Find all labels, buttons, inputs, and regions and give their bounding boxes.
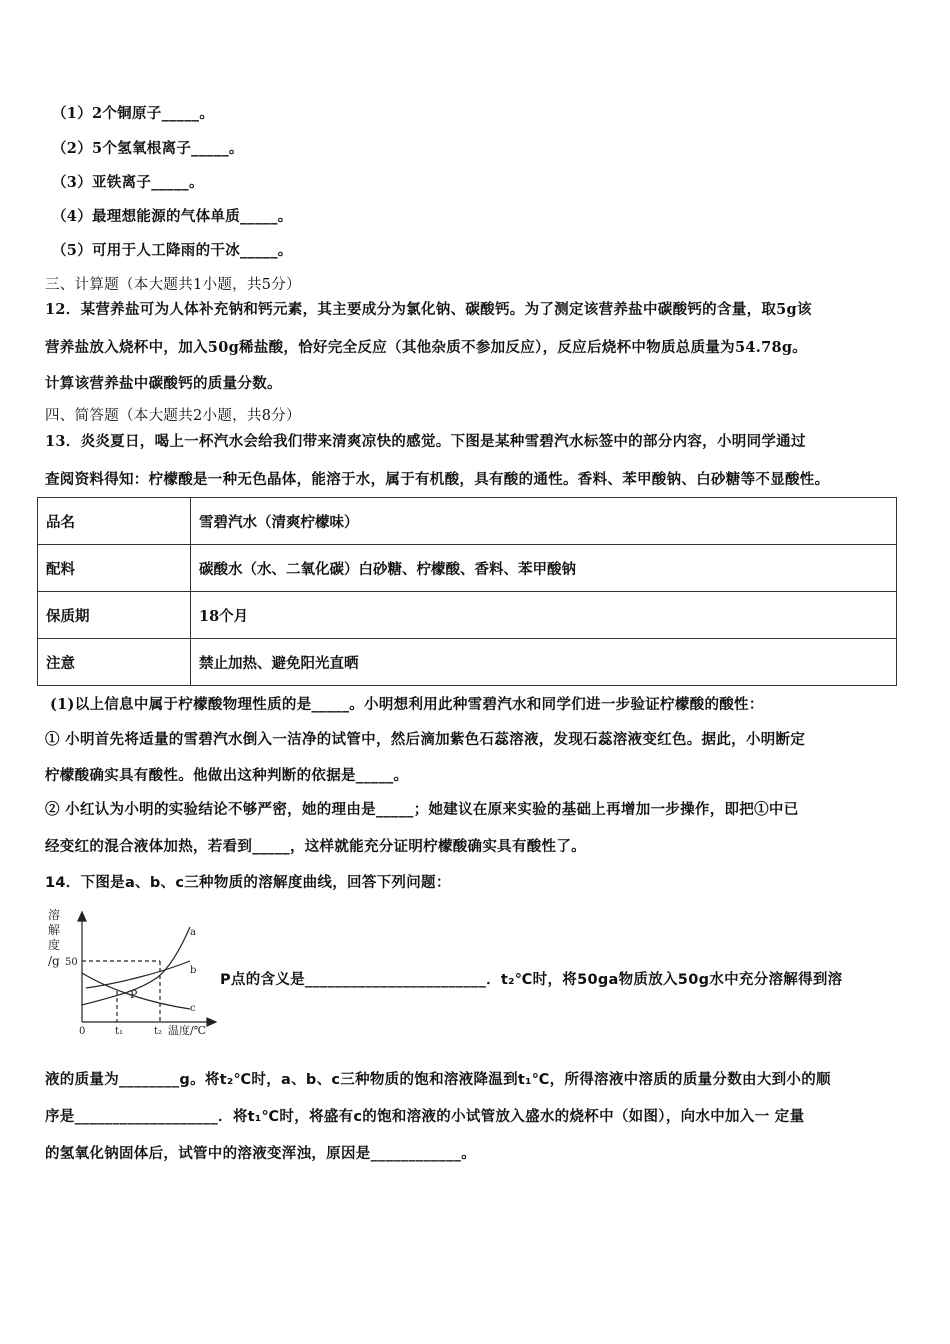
table-row xyxy=(38,545,897,592)
q13-part-1: (1)以上信息中属于柠檬酸物理性质的是_____。小明想利用此种雪碧汽水和同学们进一步验证柠檬酸的酸性： xyxy=(50,696,764,713)
table-row xyxy=(38,592,897,639)
q14-line-2: P点的含义是________________________．t₂℃时，将50ga物质放入50g水中充分溶解得到溶 xyxy=(220,972,843,988)
q14-line-3: 液的质量为________g。将t₂℃时，a、b、c三种物质的饱和溶液降温到t₁℃，所得溶液中溶质的质量分数由大到小的顺 xyxy=(45,1072,831,1088)
q12-line-1: 12．某营养盐可为人体补充钠和钙元素，其主要成分为氯化钠、碳酸钙。为了测定该营养盐中碳酸钙的含量，取5g该 xyxy=(45,301,812,318)
origin-label: 0 xyxy=(79,1026,86,1037)
x-axis-label: 温度/℃ xyxy=(168,1024,207,1037)
t1-label: t₁ xyxy=(115,1026,124,1037)
q12-line-2: 营养盐放入烧杯中，加入50g稀盐酸，恰好完全反应（其他杂质不参加反应），反应后烧杯中物质总质量为54.78g。 xyxy=(45,339,808,356)
y-tick-50: 50 xyxy=(65,957,78,968)
q11-item-2: （2）5个氢氧根离子_____。 xyxy=(52,140,244,157)
table-value: 18个月 xyxy=(191,592,897,639)
q12-line-3: 计算该营养盐中碳酸钙的质量分数。 xyxy=(45,375,282,392)
label-table xyxy=(37,497,897,686)
y-axis-arrow xyxy=(78,912,86,921)
table-value: 禁止加热、避免阳光直晒 xyxy=(191,639,897,686)
section-4-heading: 四、简答题（本大题共2小题，共8分） xyxy=(45,408,301,424)
table-key: 品名 xyxy=(38,498,191,545)
q14-line-5: 的氢氧化钠固体后，试管中的溶液变浑浊，原因是____________。 xyxy=(45,1146,476,1162)
q13-part-3b: 经变红的混合液体加热，若看到_____，这样就能充分证明柠檬酸确实具有酸性了。 xyxy=(45,838,586,855)
x-axis-arrow xyxy=(207,1018,216,1026)
q13-line-1: 13．炎炎夏日，喝上一杯汽水会给我们带来清爽凉快的感觉。下图是某种雪碧汽水标签中的部分内容，小明同学通过 xyxy=(45,433,806,450)
q13-part-2: ① 小明首先将适量的雪碧汽水倒入一洁净的试管中，然后滴加紫色石蕊溶液，发现石蕊溶液变红色。据此，小明断定 xyxy=(45,731,806,748)
y-label-4: /g xyxy=(48,954,60,968)
table-row xyxy=(38,639,897,686)
t2-label: t₂ xyxy=(154,1026,163,1037)
solubility-curve-figure xyxy=(40,905,230,1040)
table-key: 注意 xyxy=(38,639,191,686)
q13-line-2: 查阅资料得知：柠檬酸是一种无色晶体，能溶于水，属于有机酸，具有酸的通性。香料、苯甲酸钠、白砂糖等不显酸性。 xyxy=(45,471,830,488)
curve-c-label: c xyxy=(190,1003,196,1014)
y-label-1: 溶 xyxy=(48,908,61,922)
table-row xyxy=(38,498,897,545)
q13-part-2b: 柠檬酸确实具有酸性。他做出这种判断的依据是_____。 xyxy=(45,767,409,784)
q14-line-4: 序是___________________．将t₁℃时，将盛有c的饱和溶液的小试管放入盛水的烧杯中（如图），向水中加入一 定量 xyxy=(45,1109,805,1125)
q11-item-4: （4）最理想能源的气体单质_____。 xyxy=(52,208,293,225)
section-3-heading: 三、计算题（本大题共1小题，共5分） xyxy=(45,277,301,293)
q11-item-3: （3）亚铁离子_____。 xyxy=(52,174,204,191)
table-value: 雪碧汽水（清爽柠檬味） xyxy=(191,498,897,545)
y-label-2: 解 xyxy=(48,923,61,937)
point-p-label: P xyxy=(130,988,138,1001)
table-key: 配料 xyxy=(38,545,191,592)
q11-item-1: （1）2个铜原子_____。 xyxy=(52,105,215,122)
q13-part-3: ② 小红认为小明的实验结论不够严密，她的理由是_____；她建议在原来实验的基础上再增加一步操作，即把①中已 xyxy=(45,801,799,818)
q14-line-1: 14．下图是a、b、c三种物质的溶解度曲线，回答下列问题： xyxy=(45,875,451,891)
curve-b-label: b xyxy=(190,965,197,976)
table-value: 碳酸水（水、二氧化碳）白砂糖、柠檬酸、香料、苯甲酸钠 xyxy=(191,545,897,592)
curve-a-label: a xyxy=(190,927,196,938)
y-label-3: 度 xyxy=(48,938,61,952)
table-key: 保质期 xyxy=(38,592,191,639)
q11-item-5: （5）可用于人工降雨的干冰_____。 xyxy=(52,242,293,259)
